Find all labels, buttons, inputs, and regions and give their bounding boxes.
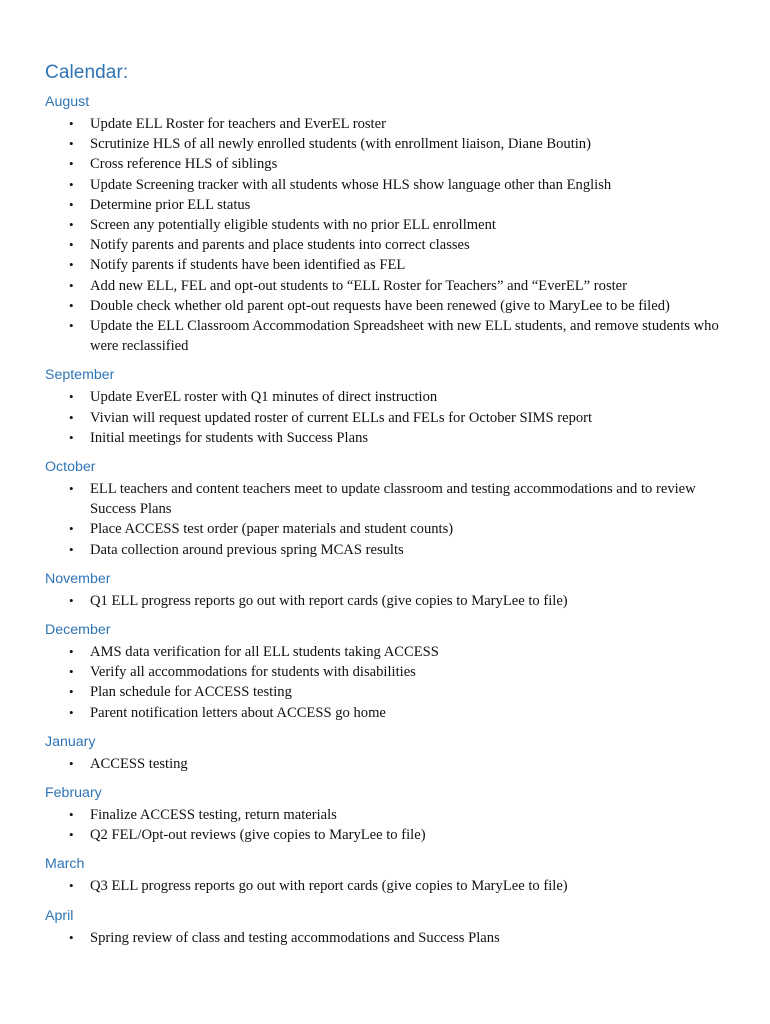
list-item xyxy=(45,662,735,682)
bullet-icon: • xyxy=(69,116,74,131)
task-text: Notify parents and parents and place students into correct classes xyxy=(90,237,470,254)
list-item xyxy=(45,428,735,448)
task-text: Update ELL Roster for teachers and EverEL roster xyxy=(90,116,386,132)
list-item xyxy=(45,876,735,896)
list-item xyxy=(45,296,735,316)
task-text: Determine prior ELL status xyxy=(90,196,251,213)
task-text: AMS data verification for all ELL students taking ACCESS xyxy=(90,644,439,661)
list-item xyxy=(45,928,735,948)
list-item xyxy=(45,540,735,560)
task-text: Scrutinize HLS of all newly enrolled students (with enrollment liaison, Diane Boutin) xyxy=(90,136,591,153)
task-text: Vivian will request updated roster of current ELLs and FELs for October SIMS report xyxy=(90,409,593,426)
month-heading: April xyxy=(45,907,74,924)
bullet-icon: • xyxy=(69,664,74,680)
task-list xyxy=(45,387,735,448)
list-item xyxy=(45,235,735,255)
task-text: Q1 ELL progress reports go out with report cards (give copies to MaryLee to file) xyxy=(90,592,568,609)
bullet-icon: • xyxy=(69,684,74,700)
list-item xyxy=(45,754,735,774)
list-item xyxy=(45,175,735,195)
bullet-icon: • xyxy=(69,196,74,212)
bullet-icon: • xyxy=(69,878,74,894)
month-section-january xyxy=(45,732,735,774)
bullet-icon: • xyxy=(69,136,74,152)
list-item xyxy=(45,114,735,134)
month-heading: September xyxy=(45,367,115,384)
task-text: Double check whether old parent opt-out requests have been renewed (give to MaryLee to be filed) xyxy=(90,297,670,314)
task-text: ELL teachers and content teachers meet to update classroom and testing accommodations and to review Success Plans xyxy=(90,481,696,518)
bullet-icon: • xyxy=(69,217,74,233)
month-heading: March xyxy=(45,856,85,873)
task-list xyxy=(45,591,735,611)
list-item xyxy=(45,703,735,723)
task-text: Screen any potentially eligible students with no prior ELL enrollment xyxy=(90,217,496,234)
task-text: Update EverEL roster with Q1 minutes of direct instruction xyxy=(90,389,438,406)
task-text: Spring review of class and testing accommodations and Success Plans xyxy=(90,929,500,946)
bullet-icon: • xyxy=(69,389,74,405)
list-item xyxy=(45,316,735,356)
month-section-october xyxy=(45,457,735,560)
bullet-icon: • xyxy=(69,257,74,273)
list-item xyxy=(45,642,735,662)
task-list xyxy=(45,479,735,560)
task-text: ACCESS testing xyxy=(90,755,188,772)
month-heading: January xyxy=(45,733,96,750)
bullet-icon: • xyxy=(69,429,74,445)
task-list xyxy=(45,876,735,896)
bullet-icon: • xyxy=(69,807,74,823)
task-text: Verify all accommodations for students with disabilities xyxy=(90,664,416,681)
task-text: Q2 FEL/Opt-out reviews (give copies to MaryLee to file) xyxy=(90,827,426,844)
month-section-august xyxy=(45,92,735,356)
task-text: Plan schedule for ACCESS testing xyxy=(90,684,292,701)
calendar-sections xyxy=(45,92,735,948)
task-list xyxy=(45,928,735,948)
task-list xyxy=(45,642,735,723)
bullet-icon: • xyxy=(69,521,74,537)
task-text: Parent notification letters about ACCESS go home xyxy=(90,704,386,721)
bullet-icon: • xyxy=(69,592,74,608)
task-text: Place ACCESS test order (paper materials and student counts) xyxy=(90,521,454,538)
month-section-december xyxy=(45,620,735,723)
bullet-icon: • xyxy=(69,704,74,720)
list-item xyxy=(45,825,735,845)
list-item xyxy=(45,255,735,275)
month-section-march xyxy=(45,854,735,896)
bullet-icon: • xyxy=(69,481,74,497)
month-section-november xyxy=(45,569,735,611)
bullet-icon: • xyxy=(69,176,74,192)
task-list xyxy=(45,805,735,845)
month-heading: February xyxy=(45,785,102,802)
bullet-icon: • xyxy=(69,237,74,253)
task-text: Update the ELL Classroom Accommodation Spreadsheet with new ELL students, and remove students who were reclassified xyxy=(90,318,719,355)
task-text: Notify parents if students have been identified as FEL xyxy=(90,257,406,274)
list-item xyxy=(45,591,735,611)
list-item xyxy=(45,387,735,407)
task-list xyxy=(45,754,735,774)
bullet-icon: • xyxy=(69,277,74,293)
list-item xyxy=(45,134,735,154)
month-heading: October xyxy=(45,459,96,476)
list-item xyxy=(45,195,735,215)
task-list xyxy=(45,114,735,356)
bullet-icon: • xyxy=(69,755,74,771)
task-text: Initial meetings for students with Success Plans xyxy=(90,429,369,446)
task-text: Update Screening tracker with all students whose HLS show language other than English xyxy=(90,176,612,193)
bullet-icon: • xyxy=(69,929,74,945)
list-item xyxy=(45,215,735,235)
month-section-april xyxy=(45,906,735,948)
month-heading: November xyxy=(45,570,111,587)
task-text: Add new ELL, FEL and opt-out students to “ELL Roster for Teachers” and “EverEL” roster xyxy=(90,277,628,294)
list-item xyxy=(45,519,735,539)
list-item xyxy=(45,276,735,296)
list-item xyxy=(45,479,735,519)
month-section-september xyxy=(45,365,735,448)
bullet-icon: • xyxy=(69,156,74,172)
list-item xyxy=(45,154,735,174)
month-section-february xyxy=(45,783,735,845)
bullet-icon: • xyxy=(69,297,74,313)
bullet-icon: • xyxy=(69,644,74,660)
task-text: Cross reference HLS of siblings xyxy=(90,156,278,173)
list-item xyxy=(45,682,735,702)
page-title: Calendar: xyxy=(45,62,129,83)
bullet-icon: • xyxy=(69,409,74,425)
list-item xyxy=(45,805,735,825)
task-text: Data collection around previous spring MCAS results xyxy=(90,541,404,558)
task-text: Q3 ELL progress reports go out with report cards (give copies to MaryLee to file) xyxy=(90,878,568,895)
bullet-icon: • xyxy=(69,318,74,334)
bullet-icon: • xyxy=(69,541,74,557)
month-heading: December xyxy=(45,622,111,639)
month-heading: August xyxy=(45,94,90,110)
bullet-icon: • xyxy=(69,827,74,843)
task-text: Finalize ACCESS testing, return materials xyxy=(90,807,337,824)
list-item xyxy=(45,408,735,428)
